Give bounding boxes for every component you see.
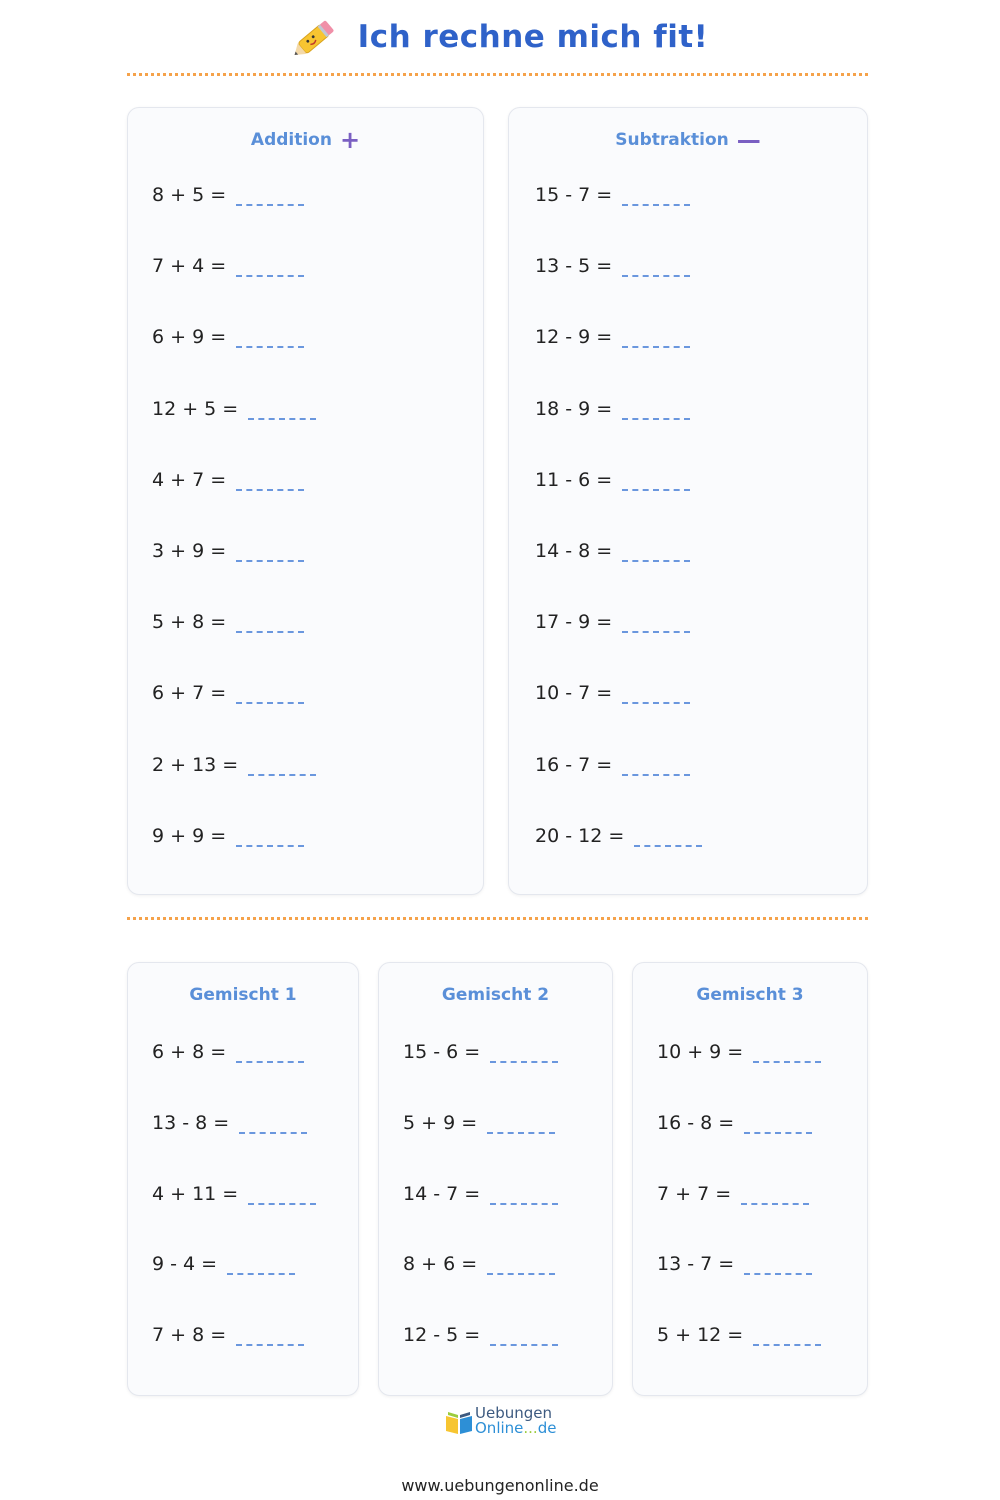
addition-title [128,128,483,152]
answer-blank[interactable] [236,1324,304,1346]
answer-blank[interactable] [622,255,690,277]
problem-expression: 15 - 6 = [403,1041,481,1063]
answer-blank[interactable] [622,184,690,206]
answer-blank[interactable] [490,1324,558,1346]
subtraction-title-label: Subtraktion [615,130,729,150]
problem-expression: 15 - 7 = [535,184,613,206]
math-problem [657,1183,809,1205]
answer-blank[interactable] [490,1041,558,1063]
answer-blank[interactable] [236,825,304,847]
math-problem [152,540,304,562]
answer-blank[interactable] [490,1183,558,1205]
subtraction-card [508,107,868,895]
math-problem [535,682,690,704]
math-problem [657,1253,812,1275]
math-problem [152,682,304,704]
mixed-card-3 [632,962,868,1396]
problem-expression: 14 - 7 = [403,1182,481,1205]
problem-expression: 20 - 12 = [535,824,625,847]
page-title: Ich rechne mich fit! [357,19,709,55]
mixed-title-2: Gemischt 2 [441,985,550,1005]
problem-expression: 7 + 4 = [152,255,227,278]
problem-expression: 9 - 4 = [152,1253,218,1276]
mixed-card-2 [378,962,613,1396]
answer-blank[interactable] [236,682,304,704]
answer-blank[interactable] [622,326,690,348]
answer-blank[interactable] [227,1253,295,1275]
answer-blank[interactable] [744,1253,812,1275]
math-problem [152,326,304,348]
problem-expression: 13 - 7 = [657,1253,735,1276]
addition-title-label: Addition [250,130,332,150]
logo-line2: Online...de [475,1419,557,1437]
math-problem [657,1041,821,1063]
math-problem [657,1324,821,1346]
answer-blank[interactable] [634,825,702,847]
problem-expression: 8 + 5 = [152,184,227,206]
problem-expression: 6 + 8 = [152,1041,227,1063]
problem-expression: 7 + 7 = [657,1182,732,1205]
answer-blank[interactable] [487,1112,555,1134]
logo-line1: Uebungen [475,1404,552,1422]
math-problem [403,1253,555,1275]
answer-blank[interactable] [622,398,690,420]
problem-expression: 13 - 8 = [152,1111,230,1134]
math-problem [535,326,690,348]
answer-blank[interactable] [236,255,304,277]
math-problem [535,825,702,847]
math-problem [152,1183,316,1205]
problem-expression: 12 - 5 = [403,1324,481,1347]
math-problem [535,469,690,491]
math-problem [152,1112,307,1134]
problem-expression: 7 + 8 = [152,1324,227,1347]
top-divider [127,73,868,76]
pencil-icon [292,15,340,59]
mixed-title-1: Gemischt 1 [189,985,297,1005]
math-problem [152,184,304,206]
problem-expression: 17 - 9 = [535,611,613,634]
answer-blank[interactable] [753,1041,821,1063]
plus-icon: + [339,126,361,154]
math-problem [152,825,304,847]
problem-expression: 3 + 9 = [152,540,227,562]
answer-blank[interactable] [741,1183,809,1205]
answer-blank[interactable] [487,1253,555,1275]
footer-url: www.uebungenonline.de [401,1476,599,1495]
answer-blank[interactable] [744,1112,812,1134]
problem-expression: 5 + 12 = [657,1324,744,1347]
problem-expression: 5 + 8 = [152,611,227,634]
math-problem [152,469,304,491]
problem-expression: 4 + 11 = [152,1182,239,1205]
math-problem [403,1183,558,1205]
math-problem [152,1324,304,1346]
middle-divider [127,917,868,920]
minus-icon: — [736,126,761,154]
problem-expression: 16 - 8 = [657,1111,735,1134]
problem-expression: 13 - 5 = [535,255,613,278]
answer-blank[interactable] [236,1041,304,1063]
math-problem [152,754,316,776]
math-problem [535,754,690,776]
math-problem [403,1041,558,1063]
problem-expression: 11 - 6 = [535,468,613,491]
header [0,12,1000,62]
math-problem [403,1324,558,1346]
problem-expression: 8 + 6 = [403,1253,478,1276]
mixed-title-3: Gemischt 3 [696,985,804,1005]
math-problem [152,398,316,420]
math-problem [152,1041,304,1063]
addition-card [127,107,484,895]
answer-blank[interactable] [236,540,304,562]
answer-blank[interactable] [236,469,304,491]
problem-expression: 14 - 8 = [535,540,613,562]
answer-blank[interactable] [622,611,690,633]
problem-expression: 2 + 13 = [152,753,239,776]
answer-blank[interactable] [236,611,304,633]
problem-expression: 9 + 9 = [152,824,227,847]
problem-expression: 10 - 7 = [535,682,613,705]
problem-expression: 16 - 7 = [535,753,613,776]
problem-expression: 6 + 7 = [152,682,227,705]
answer-blank[interactable] [248,754,316,776]
math-problem [535,255,690,277]
answer-blank[interactable] [622,754,690,776]
answer-blank[interactable] [753,1324,821,1346]
problem-expression: 10 + 9 = [657,1041,744,1063]
answer-blank[interactable] [622,469,690,491]
math-problem [535,611,690,633]
answer-blank[interactable] [236,326,304,348]
answer-blank[interactable] [236,184,304,206]
math-problem [152,611,304,633]
uebungenonline-logo [444,1404,558,1438]
math-problem [152,1253,295,1275]
answer-blank[interactable] [248,398,316,420]
math-problem [152,255,304,277]
math-problem [403,1112,555,1134]
subtraction-title [509,128,867,152]
answer-blank[interactable] [622,540,690,562]
problem-expression: 12 - 9 = [535,326,613,349]
problem-expression: 4 + 7 = [152,468,227,491]
answer-blank[interactable] [248,1183,316,1205]
book-icon [444,1406,474,1436]
answer-blank[interactable] [239,1112,307,1134]
math-problem [535,184,690,206]
answer-blank[interactable] [622,682,690,704]
math-problem [657,1112,812,1134]
math-problem [535,398,690,420]
problem-expression: 12 + 5 = [152,397,239,420]
problem-expression: 6 + 9 = [152,326,227,349]
problem-expression: 5 + 9 = [403,1111,478,1134]
mixed-card-1 [127,962,359,1396]
problem-expression: 18 - 9 = [535,397,613,420]
math-problem [535,540,690,562]
